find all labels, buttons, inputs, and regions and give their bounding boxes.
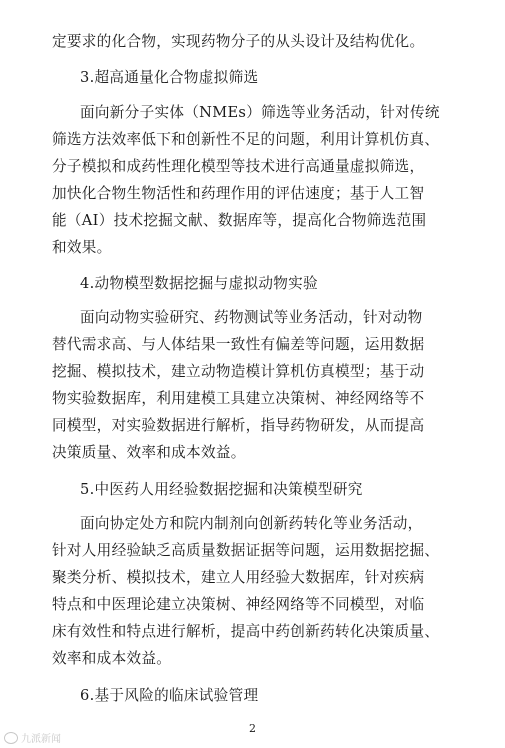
watermark-text: 九派新闻: [21, 734, 61, 745]
paragraph-line: 特点和中医理论建立决策树、神经网络等不同模型，对临: [52, 596, 425, 613]
watermark-logo-icon: [4, 732, 18, 744]
paragraph-line: 决策质量、效率和成本效益。: [52, 444, 246, 461]
paragraph-line: 同模型，对实验数据进行解析，指导药物研发，从而提高: [52, 417, 425, 434]
paragraph-line: 床有效性和特点进行解析，提高中药创新药转化决策质量、: [52, 623, 440, 640]
paragraph-line: 挖掘、模拟技术，建立动物造模计算机仿真模型；基于动: [52, 363, 425, 380]
paragraph-line: 和效果。: [52, 239, 112, 256]
paragraph-line: 加快化合物生物活性和药理作用的评估速度；基于人工智: [52, 185, 425, 202]
paragraph-line: 物实验数据库，利用建模工具建立决策树、神经网络等不: [52, 390, 425, 407]
paragraph-line: 能（AI）技术挖掘文献、数据库等，提高化合物筛选范围: [52, 212, 427, 229]
section-heading-3: 3.超高通量化合物虚拟筛选: [80, 69, 259, 86]
paragraph-line: 面向动物实验研究、药物测试等业务活动，针对动物: [80, 309, 423, 326]
paragraph-line: 聚类分析、模拟技术，建立人用经验大数据库，针对疾病: [52, 569, 425, 586]
paragraph-line: 针对人用经验缺乏高质量数据证据等问题，运用数据挖掘、: [52, 542, 440, 559]
section-heading-5: 5.中医药人用经验数据挖掘和决策模型研究: [80, 481, 363, 498]
text-line: 定要求的化合物，实现药物分子的从头设计及结构优化。: [52, 33, 425, 50]
paragraph-line: 效率和成本效益。: [52, 650, 172, 667]
section-heading-6: 6.基于风险的临床试验管理: [80, 687, 259, 704]
paragraph-line: 筛选方法效率低下和创新性不足的问题，利用计算机仿真、: [52, 131, 440, 148]
section-heading-4: 4.动物模型数据挖掘与虚拟动物实验: [80, 275, 318, 292]
paragraph-line: 替代需求高、与人体结果一致性有偏差等问题，运用数据: [52, 336, 425, 353]
paragraph-line: 分子模拟和成药性理化模型等技术进行高通量虚拟筛选，: [52, 158, 425, 175]
page-number: 2: [249, 722, 256, 735]
paragraph-line: 面向协定处方和院内制剂向创新药转化等业务活动，: [80, 515, 423, 532]
paragraph-line: 面向新分子实体（NMEs）筛选等业务活动，针对传统: [80, 104, 440, 121]
watermark: [4, 730, 61, 745]
